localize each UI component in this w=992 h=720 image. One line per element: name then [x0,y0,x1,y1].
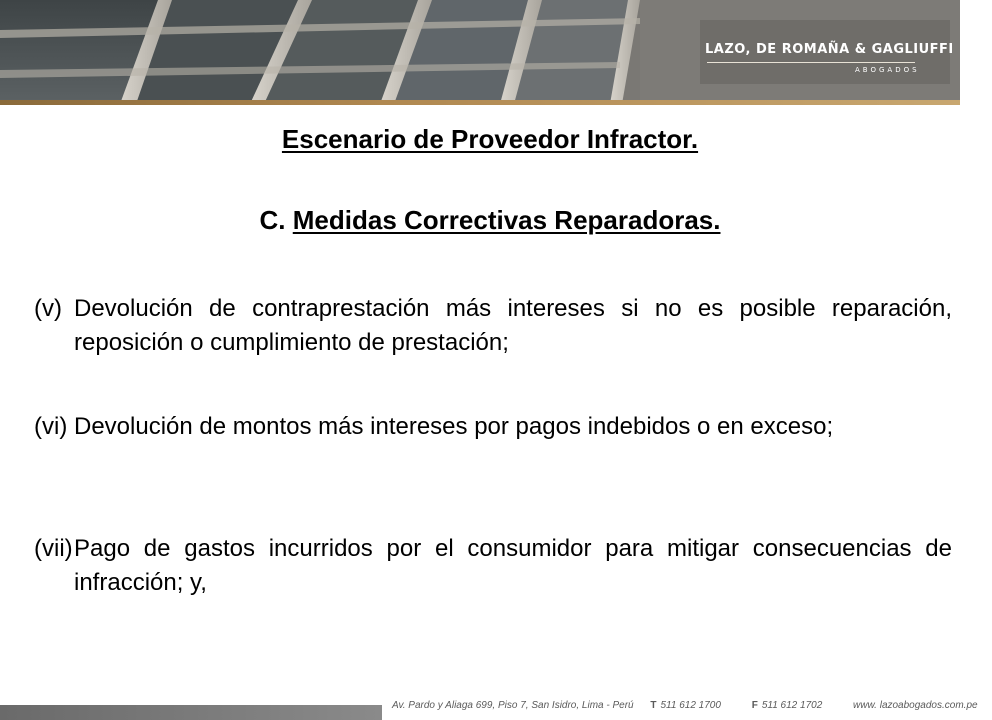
fax-label: F [751,700,758,711]
section-prefix: C. [259,205,293,235]
item-number: (vi) [34,413,68,440]
item-number: (v) [34,295,62,322]
header-accent-stripe [0,100,960,105]
item-number: (vii) [34,535,73,562]
footer-phone: 511 612 1700 [660,700,721,711]
section-heading [0,205,980,236]
logo-divider [707,62,915,63]
firm-name: LAZO, DE ROMAÑA & GAGLIUFFI [705,42,954,57]
footer-bar [0,705,382,720]
list-item [34,292,952,360]
section-label: Medidas Correctivas Reparadoras. [292,205,721,235]
footer-website: www. lazoabogados.com.pe [853,700,978,711]
firm-logo [705,24,954,80]
footer-fax: 511 612 1702 [761,700,823,711]
header-banner [0,0,960,104]
footer-contact [392,700,992,711]
item-text: Pago de gastos incurridos por el consumidor para mitigar consecuencias de infracción; y, [74,535,952,596]
item-text: Devolución de contraprestación más intereses si no es posible reparación, reposición o cumplimiento de prestación; [74,295,952,356]
list-item [34,532,952,600]
phone-label: T [650,700,657,711]
page-title: Escenario de Proveedor Infractor. [281,124,699,154]
item-text: Devolución de montos más intereses por pagos indebidos o en exceso; [74,413,834,440]
footer-address: Av. Pardo y Aliaga 699, Piso 7, San Isidro, Lima - Perú [392,700,634,711]
list-item [34,410,952,444]
firm-subtitle: ABOGADOS [855,66,920,74]
